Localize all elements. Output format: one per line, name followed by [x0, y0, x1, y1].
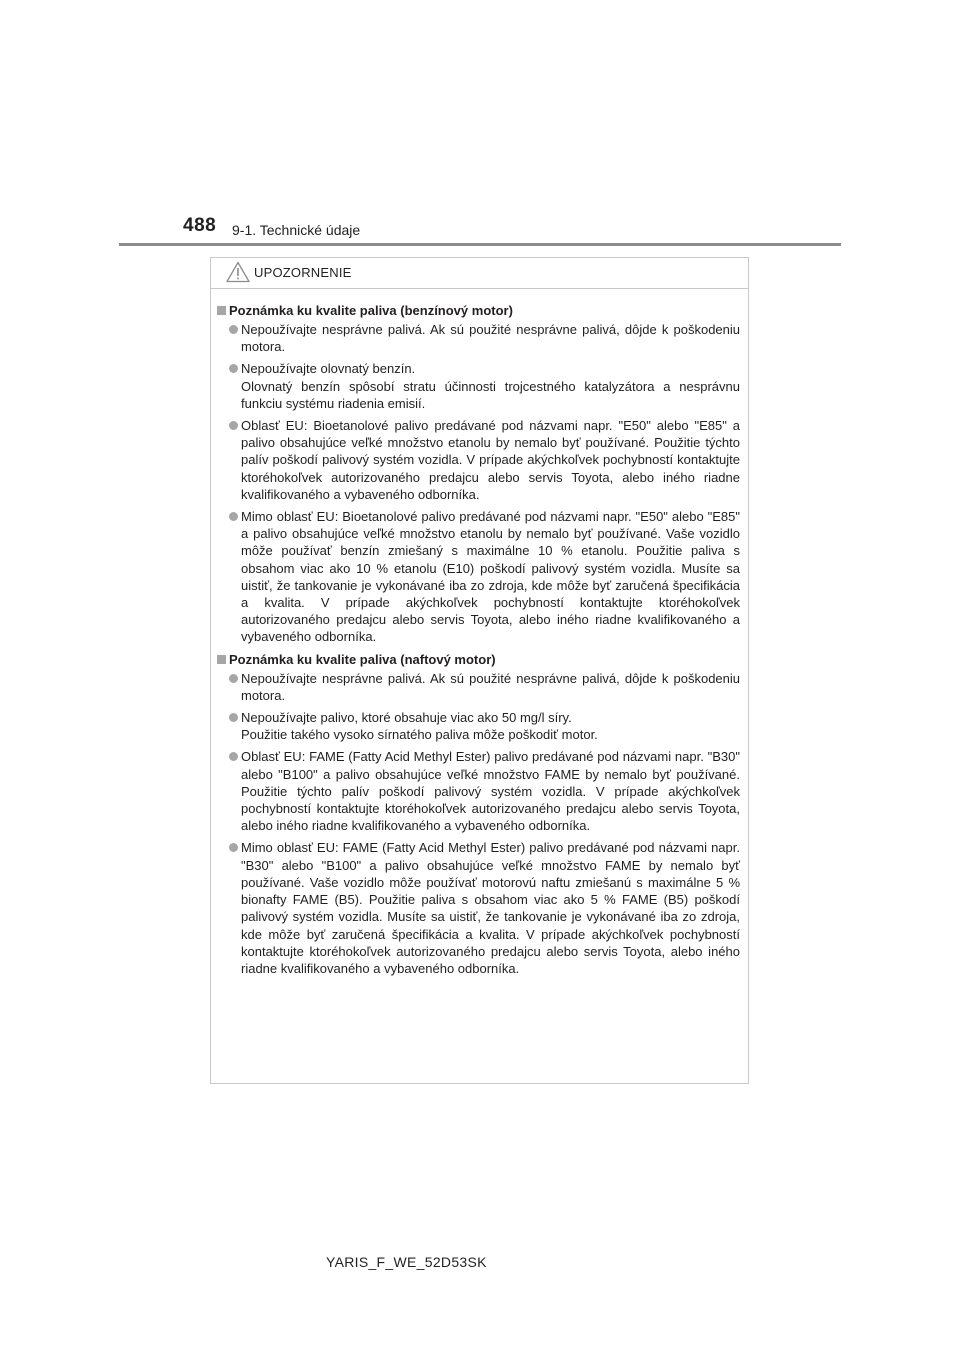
item-text: Mimo oblasť EU: Bioetanolové palivo predávané pod názvami napr. "E50" alebo "E85" a palivo obsahujúce veľké množstvo etanolu by nemalo byť používané. Vaše vozidlo môže používať benzín zmiešaný s maximálne 10 % etanolu. Použitie paliva s obsahom viac ako 10 % etanolu (E10) poškodí palivový systém vozidla. Musíte sa uistiť, že tankovanie je vykonávané iba zo zdroja, kde môže byť zaručená špecifikácia a kvalita. V prípade akýchkoľvek pochybností kontaktujte ktoréhokoľvek autorizovaného predajcu alebo servis Toyota, alebo iného riadne kvalifikovaného a vybaveného odborníka.	[241, 509, 740, 645]
bullet-dot-icon	[229, 843, 238, 852]
list-item	[217, 748, 740, 834]
section-heading-text: Poznámka ku kvalite paliva (naftový motor)	[229, 651, 496, 667]
item-text: Nepoužívajte nesprávne palivá. Ak sú použité nesprávne palivá, dôjde k poškodeniu motora.	[241, 670, 740, 703]
warning-triangle-icon	[226, 261, 250, 283]
item-text: Použitie takého vysoko sírnatého paliva môže poškodiť motor.	[241, 727, 598, 743]
item-text: Mimo oblasť EU: FAME (Fatty Acid Methyl Ester) palivo predávané pod názvami napr. "B30" alebo "B100" a palivo obsahujúce veľké množstvo FAME by nemalo byť používané. Vaše vozidlo môže používať motorovú naftu zmiešanú s maximálne 5 % bionafty FAME (B5). Použitie paliva s obsahom viac ako 5 % FAME (B5) poškodí palivový systém vozidla. Musíte sa uistiť, že tankovanie je vykonávané iba zo zdroja, kde môže byť zaručená špecifikácia a kvalita. V prípade akýchkoľvek pochybností kontaktujte ktoréhokoľvek autorizovaného predajcu alebo servis Toyota, alebo iného riadne kvalifikovaného a vybaveného odborníka.	[241, 840, 740, 976]
item-text: Olovnatý benzín spôsobí stratu účinnosti trojcestného katalyzátora a nesprávnu funkciu systému riadenia emisií.	[241, 378, 740, 411]
bullet-dot-icon	[229, 512, 238, 521]
list-item	[217, 417, 740, 503]
list-item	[217, 670, 740, 704]
item-text: Nepoužívajte nesprávne palivá. Ak sú použité nesprávne palivá, dôjde k poškodeniu motora.	[241, 322, 740, 355]
bullet-dot-icon	[229, 364, 238, 373]
warning-header	[211, 258, 748, 289]
item-text: Nepoužívajte palivo, ktoré obsahuje viac ako 50 mg/l síry.	[241, 710, 572, 726]
item-text: Nepoužívajte olovnatý benzín.	[241, 361, 416, 377]
square-bullet-icon	[217, 655, 226, 664]
page-number: 488	[183, 215, 217, 236]
list-item	[217, 839, 740, 977]
header-divider	[119, 243, 841, 246]
warning-box	[210, 257, 749, 1084]
warning-content	[211, 289, 748, 977]
document-code: YARIS_F_WE_52D53SK	[326, 1254, 487, 1270]
bullet-dot-icon	[229, 713, 238, 722]
bullet-dot-icon	[229, 674, 238, 683]
bullet-dot-icon	[229, 421, 238, 430]
square-bullet-icon	[217, 306, 226, 315]
section-title: 9-1. Technické údaje	[232, 222, 361, 238]
section-heading-text: Poznámka ku kvalite paliva (benzínový motor)	[229, 303, 513, 318]
bullet-dot-icon	[229, 752, 238, 761]
section-heading-petrol	[217, 302, 740, 320]
section-heading-diesel	[217, 651, 740, 669]
warning-title: UPOZORNENIE	[254, 265, 352, 280]
item-text: Oblasť EU: FAME (Fatty Acid Methyl Ester) palivo predávané pod názvami napr. "B30" alebo "B100" a palivo obsahujúce veľké množstvo FAME by nemalo byť používané. Použitie týchto palív poškodí palivový systém vozidla. V prípade akýchkoľvek pochybností kontaktujte ktoréhokoľvek autorizovaného predajcu alebo servis Toyota, alebo iného riadne kvalifikovaného a vybaveného odborníka.	[241, 749, 740, 834]
bullet-dot-icon	[229, 325, 238, 334]
list-item	[217, 508, 740, 646]
list-item	[217, 709, 740, 743]
list-item	[217, 360, 740, 412]
item-text: Oblasť EU: Bioetanolové palivo predávané pod názvami napr. "E50" alebo "E85" a palivo obsahujúce veľké množstvo etanolu by nemalo byť používané. Použitie týchto palív poškodí palivový systém vozidla. V prípade akýchkoľvek pochybností kontaktujte ktoréhokoľvek autorizovaného predajcu alebo servis Toyota, alebo iného riadne kvalifikovaného a vybaveného odborníka.	[241, 418, 740, 502]
list-item	[217, 321, 740, 355]
